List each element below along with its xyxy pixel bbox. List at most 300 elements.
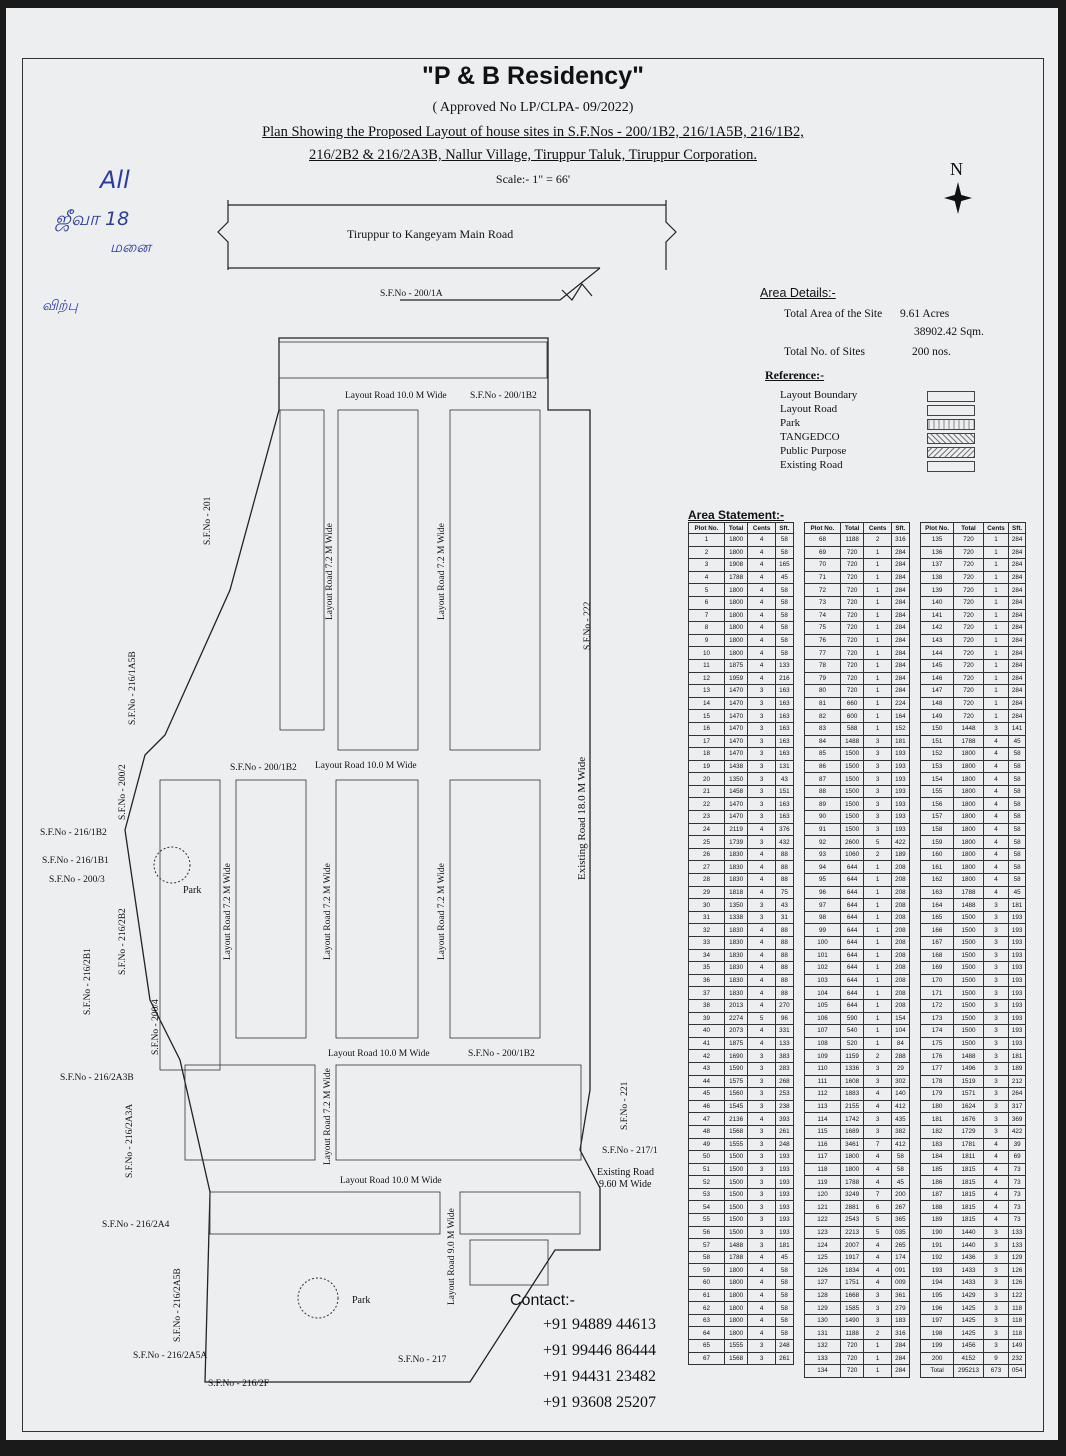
statement-cell: 71: [805, 571, 841, 584]
statement-cell: 1800: [954, 773, 984, 786]
statement-cell: 3: [748, 748, 775, 761]
statement-row: [805, 672, 910, 685]
statement-cell: 1: [864, 1012, 891, 1025]
statement-cell: 91: [805, 823, 841, 836]
statement-cell: 1800: [954, 748, 984, 761]
statement-cell: 1800: [724, 1327, 748, 1340]
statement-cell: 270: [775, 999, 793, 1012]
statement-row: [689, 798, 794, 811]
statement-cell: 58: [775, 596, 793, 609]
statement-cell: 3: [983, 1088, 1008, 1101]
statement-cell: 141: [921, 609, 954, 622]
statement-row: [805, 596, 910, 609]
statement-row: [805, 559, 910, 572]
statement-cell: 1500: [840, 798, 864, 811]
layout-boundary: [125, 338, 600, 1382]
statement-cell: 101: [805, 949, 841, 962]
statement-cell: 3: [983, 1075, 1008, 1088]
statement-cell: 267: [891, 1201, 909, 1214]
statement-cell: 1668: [840, 1289, 864, 1302]
sf-217: S.F.No - 217: [398, 1355, 447, 1365]
statement-row: [921, 559, 1026, 572]
statement-row: [921, 596, 1026, 609]
statement-cell: 1500: [724, 1188, 748, 1201]
statement-cell: 1788: [954, 735, 984, 748]
statement-cell: 284: [1009, 697, 1026, 710]
statement-row: [689, 1125, 794, 1138]
statement-cell: 13: [689, 685, 725, 698]
statement-row: [689, 1340, 794, 1353]
ref-swatch-tangedco: [927, 433, 975, 444]
statement-row: [805, 773, 910, 786]
phone-2[interactable]: +91 99446 86444: [543, 1342, 657, 1359]
statement-header-row: [805, 523, 910, 534]
statement-row: [689, 811, 794, 824]
statement-cell: 193: [1009, 1025, 1026, 1038]
statement-header-row: [921, 523, 1026, 534]
statement-cell: 36: [689, 974, 725, 987]
statement-cell: 302: [891, 1075, 909, 1088]
statement-cell: 208: [891, 899, 909, 912]
statement-cell: 4: [983, 785, 1008, 798]
statement-cell: 15: [689, 710, 725, 723]
statement-cell: 200: [891, 1188, 909, 1201]
statement-cell: 22: [689, 798, 725, 811]
statement-row: [805, 748, 910, 761]
area-statement-table-2: [804, 522, 910, 1378]
statement-cell: 261: [775, 1352, 793, 1365]
statement-cell: 1800: [724, 1314, 748, 1327]
statement-row: [921, 1176, 1026, 1189]
ref-park: Park: [780, 417, 801, 429]
statement-cell: 1500: [954, 911, 984, 924]
statement-cell: 1: [864, 987, 891, 1000]
statement-cell: 3: [748, 785, 775, 798]
statement-cell: 1338: [724, 911, 748, 924]
statement-cell: 3: [983, 1327, 1008, 1340]
statement-cell: 38: [689, 999, 725, 1012]
statement-header-row: [689, 523, 794, 534]
statement-cell: 164: [921, 899, 954, 912]
area-statement-table-3: [920, 522, 1026, 1378]
statement-cell: 140: [921, 596, 954, 609]
statement-cell: 134: [805, 1365, 841, 1378]
statement-row: [689, 874, 794, 887]
statement-cell: 193: [1009, 1012, 1026, 1025]
statement-cell: 58: [775, 1327, 793, 1340]
statement-cell: 29: [891, 1062, 909, 1075]
statement-row: [805, 1277, 910, 1290]
statement-row: [921, 659, 1026, 672]
statement-cell: 1: [983, 596, 1008, 609]
statement-cell: 284: [891, 1340, 909, 1353]
statement-header-cell: Sft.: [891, 523, 909, 534]
statement-row: [689, 1226, 794, 1239]
statement-cell: 284: [891, 596, 909, 609]
statement-cell: 1: [864, 1025, 891, 1038]
statement-cell: 58: [775, 634, 793, 647]
statement-cell: 4: [864, 1163, 891, 1176]
statement-cell: 283: [775, 1062, 793, 1075]
statement-cell: 3: [748, 1188, 775, 1201]
statement-cell: 4: [748, 609, 775, 622]
statement-cell: 720: [840, 1340, 864, 1353]
statement-cell: 720: [840, 1352, 864, 1365]
statement-cell: 1555: [724, 1138, 748, 1151]
statement-cell: 054: [1009, 1365, 1026, 1378]
statement-cell: 105: [805, 999, 841, 1012]
statement-cell: 3: [983, 974, 1008, 987]
handwritten-all: All: [100, 166, 130, 194]
statement-cell: 21: [689, 785, 725, 798]
statement-cell: 588: [840, 722, 864, 735]
statement-row: [805, 1113, 910, 1126]
statement-row: [921, 924, 1026, 937]
statement-cell: 3: [748, 1239, 775, 1252]
statement-cell: 4: [748, 647, 775, 660]
statement-row: [921, 1151, 1026, 1164]
statement-cell: 181: [921, 1113, 954, 1126]
statement-cell: 83: [805, 722, 841, 735]
statement-row: [921, 546, 1026, 559]
statement-cell: 1188: [840, 1327, 864, 1340]
statement-cell: 1336: [840, 1062, 864, 1075]
statement-cell: 84: [891, 1037, 909, 1050]
statement-row: [921, 1214, 1026, 1227]
statement-cell: 4: [748, 937, 775, 950]
statement-cell: 39: [1009, 1138, 1026, 1151]
statement-cell: 644: [840, 899, 864, 912]
statement-row: [689, 1062, 794, 1075]
statement-cell: 1585: [840, 1302, 864, 1315]
statement-cell: 90: [805, 811, 841, 824]
statement-cell: 200: [921, 1352, 954, 1365]
statement-cell: 3: [748, 1138, 775, 1151]
statement-row: [689, 559, 794, 572]
statement-cell: 4: [748, 924, 775, 937]
statement-cell: 163: [775, 722, 793, 735]
ref-existing-road: Existing Road: [780, 459, 843, 471]
statement-cell: 193: [1009, 999, 1026, 1012]
statement-cell: 4: [748, 987, 775, 1000]
ref-layout-boundary: Layout Boundary: [780, 389, 858, 401]
statement-cell: 644: [840, 874, 864, 887]
statement-row: [689, 1113, 794, 1126]
statement-row: [689, 659, 794, 672]
statement-cell: 1571: [954, 1088, 984, 1101]
statement-row: [805, 811, 910, 824]
statement-cell: 3: [864, 760, 891, 773]
statement-cell: 58: [775, 584, 793, 597]
statement-cell: 1425: [954, 1327, 984, 1340]
site-area-label: Total Area of the Site: [784, 308, 883, 320]
statement-row: [921, 1050, 1026, 1063]
statement-row: [921, 1163, 1026, 1176]
statement-cell: 122: [805, 1214, 841, 1227]
statement-cell: 154: [921, 773, 954, 786]
statement-row: [689, 949, 794, 962]
statement-cell: 26: [689, 848, 725, 861]
statement-cell: 383: [775, 1050, 793, 1063]
statement-cell: 125: [805, 1251, 841, 1264]
statement-cell: 2600: [840, 836, 864, 849]
statement-cell: 1800: [724, 584, 748, 597]
statement-cell: 4: [983, 886, 1008, 899]
phone-1[interactable]: +91 94889 44613: [543, 1316, 657, 1333]
statement-cell: 1: [689, 534, 725, 547]
statement-cell: 193: [1009, 1037, 1026, 1050]
statement-row: [689, 534, 794, 547]
statement-cell: 147: [921, 685, 954, 698]
statement-cell: 422: [1009, 1125, 1026, 1138]
statement-cell: 163: [775, 748, 793, 761]
statement-cell: 720: [954, 672, 984, 685]
statement-row: [689, 647, 794, 660]
statement-cell: 3: [864, 785, 891, 798]
statement-row: [805, 685, 910, 698]
statement-cell: 1470: [724, 697, 748, 710]
statement-cell: 68: [805, 534, 841, 547]
statement-row: [921, 1264, 1026, 1277]
statement-cell: 4: [748, 634, 775, 647]
statement-cell: 284: [891, 1365, 909, 1378]
statement-row: [921, 1100, 1026, 1113]
statement-cell: 1: [983, 534, 1008, 547]
statement-cell: 58: [1009, 861, 1026, 874]
plot-blocks: [160, 342, 581, 1285]
statement-cell: 1425: [954, 1314, 984, 1327]
statement-cell: 131: [805, 1327, 841, 1340]
statement-cell: 54: [689, 1201, 725, 1214]
statement-cell: 24: [689, 823, 725, 836]
statement-cell: 4: [748, 571, 775, 584]
road72-label-4: Layout Road 7.2 M Wide: [323, 863, 333, 960]
statement-cell: 1500: [724, 1226, 748, 1239]
statement-cell: 208: [891, 924, 909, 937]
statement-cell: 111: [805, 1075, 841, 1088]
statement-cell: 4: [864, 1264, 891, 1277]
statement-cell: 85: [805, 748, 841, 761]
statement-cell: 284: [891, 584, 909, 597]
statement-row: [805, 987, 910, 1000]
statement-cell: 1545: [724, 1100, 748, 1113]
sf-216-2b1: S.F.No - 216/2B1: [83, 948, 93, 1015]
statement-cell: 1429: [954, 1289, 984, 1302]
statement-cell: 6: [864, 1201, 891, 1214]
statement-cell: 4: [864, 1151, 891, 1164]
statement-cell: 720: [954, 609, 984, 622]
statement-cell: 720: [954, 634, 984, 647]
statement-row: [689, 861, 794, 874]
statement-cell: 139: [921, 584, 954, 597]
statement-cell: 3: [983, 899, 1008, 912]
statement-cell: 3: [748, 911, 775, 924]
statement-cell: 3: [983, 1050, 1008, 1063]
statement-cell: 133: [1009, 1239, 1026, 1252]
road72-label-2: Layout Road 7.2 M Wide: [437, 523, 447, 620]
statement-row: [921, 899, 1026, 912]
statement-cell: 133: [1009, 1226, 1026, 1239]
statement-cell: 3: [983, 1025, 1008, 1038]
statement-cell: 149: [921, 710, 954, 723]
statement-row: [921, 848, 1026, 861]
statement-cell: 3: [864, 811, 891, 824]
statement-cell: 73: [1009, 1163, 1026, 1176]
statement-header-cell: Cents: [864, 523, 891, 534]
statement-row: [805, 1214, 910, 1227]
phone-4[interactable]: +91 93608 25207: [543, 1394, 657, 1411]
statement-cell: 9: [983, 1352, 1008, 1365]
statement-cell: 135: [921, 534, 954, 547]
statement-cell: 1: [864, 1365, 891, 1378]
statement-cell: 48: [689, 1125, 725, 1138]
statement-cell: 3: [983, 1100, 1008, 1113]
statement-row: [921, 1340, 1026, 1353]
statement-cell: 56: [689, 1226, 725, 1239]
statement-cell: 58: [1009, 773, 1026, 786]
statement-cell: 1815: [954, 1214, 984, 1227]
statement-cell: 189: [891, 848, 909, 861]
statement-row: [805, 1138, 910, 1151]
statement-cell: 331: [775, 1025, 793, 1038]
statement-cell: 284: [891, 571, 909, 584]
statement-cell: 1: [864, 974, 891, 987]
statement-cell: 720: [954, 659, 984, 672]
statement-row: [921, 1138, 1026, 1151]
statement-cell: 3: [748, 836, 775, 849]
statement-row: [689, 1151, 794, 1164]
statement-row: [805, 861, 910, 874]
statement-cell: 1: [864, 659, 891, 672]
statement-cell: 89: [805, 798, 841, 811]
statement-cell: 3: [983, 962, 1008, 975]
statement-cell: 2: [864, 1327, 891, 1340]
statement-cell: 1: [983, 571, 1008, 584]
statement-cell: 1: [864, 1352, 891, 1365]
statement-cell: 193: [891, 748, 909, 761]
ref-swatch-existing: [927, 461, 975, 472]
statement-row: [689, 899, 794, 912]
statement-cell: 673: [983, 1365, 1008, 1378]
statement-cell: 58: [775, 609, 793, 622]
statement-cell: 284: [891, 559, 909, 572]
statement-cell: 1500: [954, 999, 984, 1012]
sf-216-1a5b: S.F.No - 216/1A5B: [128, 651, 138, 725]
statement-cell: 4: [748, 1025, 775, 1038]
statement-cell: 181: [1009, 1050, 1026, 1063]
statement-row: [921, 1012, 1026, 1025]
statement-cell: 3: [748, 685, 775, 698]
statement-row: [689, 1075, 794, 1088]
ref-public-purpose: Public Purpose: [780, 445, 847, 457]
statement-cell: 644: [840, 937, 864, 950]
statement-row: [689, 1239, 794, 1252]
statement-cell: 1815: [954, 1188, 984, 1201]
statement-header-cell: Sft.: [775, 523, 793, 534]
statement-row: [689, 596, 794, 609]
statement-cell: 62: [689, 1302, 725, 1315]
statement-cell: 1815: [954, 1163, 984, 1176]
statement-cell: 1500: [724, 1163, 748, 1176]
statement-cell: 284: [891, 1352, 909, 1365]
statement-cell: 193: [1009, 911, 1026, 924]
statement-cell: 148: [921, 697, 954, 710]
statement-cell: 1456: [954, 1340, 984, 1353]
statement-cell: 58: [1009, 785, 1026, 798]
statement-cell: 52: [689, 1176, 725, 1189]
statement-cell: 4: [983, 836, 1008, 849]
statement-cell: 1: [983, 634, 1008, 647]
statement-row: [805, 1062, 910, 1075]
statement-cell: 117: [805, 1151, 841, 1164]
statement-cell: 1917: [840, 1251, 864, 1264]
statement-cell: 99: [805, 924, 841, 937]
statement-cell: 1436: [954, 1251, 984, 1264]
statement-row: [689, 1012, 794, 1025]
statement-cell: 88: [775, 861, 793, 874]
statement-cell: 114: [805, 1113, 841, 1126]
statement-cell: 122: [1009, 1289, 1026, 1302]
statement-cell: 720: [840, 571, 864, 584]
statement-cell: 1: [864, 584, 891, 597]
statement-cell: 268: [775, 1075, 793, 1088]
total-sites-label: Total No. of Sites: [784, 346, 865, 358]
statement-cell: 1590: [724, 1062, 748, 1075]
statement-cell: 1188: [840, 534, 864, 547]
statement-cell: 4: [983, 1163, 1008, 1176]
statement-cell: 163: [775, 735, 793, 748]
statement-cell: 189: [1009, 1062, 1026, 1075]
statement-cell: 1959: [724, 672, 748, 685]
statement-cell: 1425: [954, 1302, 984, 1315]
statement-cell: 3: [748, 735, 775, 748]
statement-cell: 58: [689, 1251, 725, 1264]
statement-cell: 1433: [954, 1277, 984, 1290]
statement-cell: 720: [954, 546, 984, 559]
statement-cell: 4: [748, 1113, 775, 1126]
statement-row: [921, 622, 1026, 635]
statement-cell: 1060: [840, 848, 864, 861]
statement-row: [689, 823, 794, 836]
statement-cell: 3: [864, 798, 891, 811]
statement-cell: 4: [748, 1037, 775, 1050]
statement-row: [805, 785, 910, 798]
statement-cell: 120: [805, 1188, 841, 1201]
phone-3[interactable]: +91 94431 23482: [543, 1368, 657, 1385]
statement-cell: 3249: [840, 1188, 864, 1201]
statement-cell: 4: [983, 861, 1008, 874]
statement-cell: 43: [775, 773, 793, 786]
statement-cell: 1751: [840, 1277, 864, 1290]
statement-cell: 248: [775, 1138, 793, 1151]
statement-row: [689, 609, 794, 622]
statement-cell: 92: [805, 836, 841, 849]
statement-cell: 208: [891, 962, 909, 975]
statement-cell: 12: [689, 672, 725, 685]
statement-cell: 720: [840, 622, 864, 635]
statement-cell: 4: [983, 1176, 1008, 1189]
statement-cell: 3: [983, 1239, 1008, 1252]
statement-cell: 208: [891, 874, 909, 887]
approval-number: ( Approved No LP/CLPA- 09/2022): [432, 100, 634, 115]
statement-cell: 103: [805, 974, 841, 987]
statement-row: [689, 999, 794, 1012]
plan-subtitle-line1: Plan Showing the Proposed Layout of house sites in S.F.Nos - 200/1B2, 216/1A5B, 216/1B2,: [262, 124, 804, 140]
statement-row: [921, 1075, 1026, 1088]
total-sites-value: 200 nos.: [912, 346, 951, 358]
statement-cell: 4: [983, 1151, 1008, 1164]
statement-cell: 133: [775, 1037, 793, 1050]
